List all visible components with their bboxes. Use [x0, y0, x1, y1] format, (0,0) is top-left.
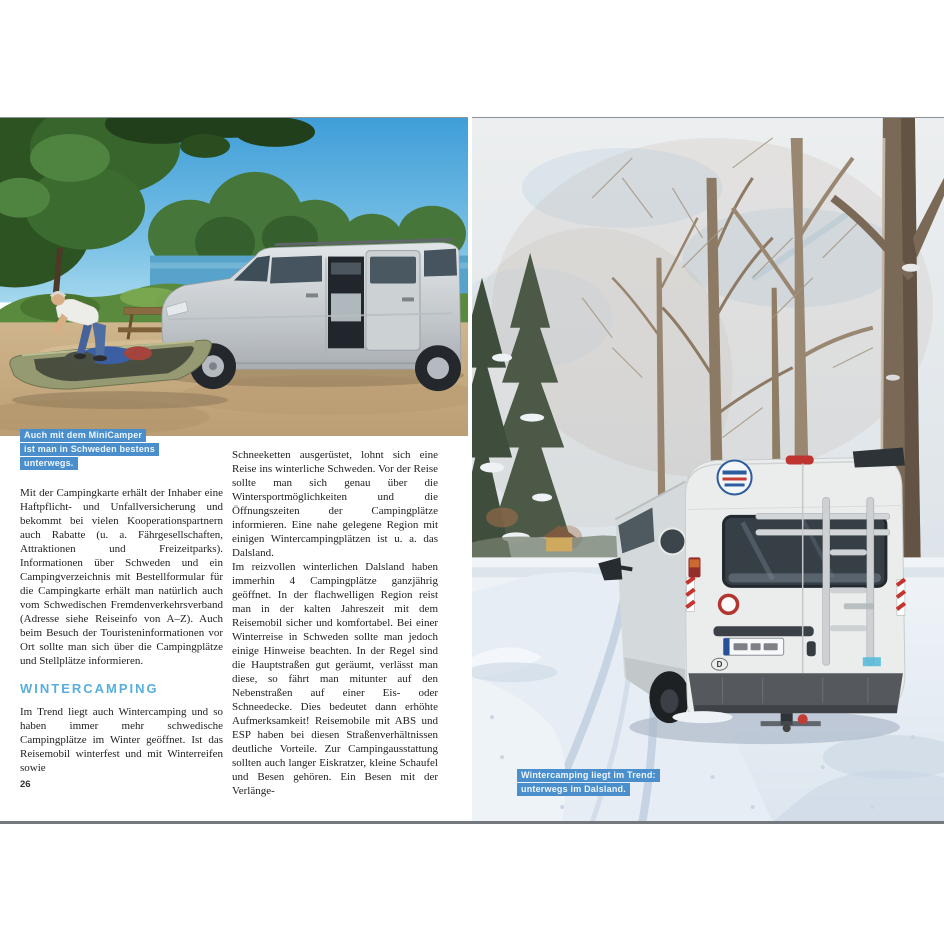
caption-line: ist man in Schweden bestens: [20, 443, 159, 456]
right-photo-caption: [517, 769, 660, 797]
caption-line: unterwegs im Dalsland.: [517, 783, 630, 796]
front-door-window: [270, 256, 322, 284]
page-number: 26: [20, 779, 31, 790]
body-paragraph: Im Trend liegt auch Wintercamping und so haben immer mehr schwedische Campingplätze im Winter geöffnet. Ist das Reisemobil winterfest und mit Winterreifen sowie: [20, 706, 223, 774]
sliding-door-window: [370, 257, 416, 284]
left-photo-caption: [20, 429, 159, 471]
wintercamping-photo: [472, 117, 944, 822]
brake-light: [786, 456, 814, 465]
license-plate: [724, 638, 784, 655]
minicamper-photo: [0, 117, 468, 436]
text-column-1: [20, 486, 223, 775]
rear-quarter-window: [424, 249, 457, 277]
page-bottom-edge: [0, 821, 944, 824]
distant-house: [546, 537, 572, 551]
round-sticker: [718, 461, 752, 495]
rusty-foliage: [486, 507, 518, 527]
rear-door-handle: [807, 641, 816, 656]
body-paragraph: Schneeketten ausgerüstet, lohnt sich eine Reise ins winterliche Schweden. Vor der Reise sollte man sich genau über die Wintersportmöglichkeiten und die Öffnungszeiten der Campingplätze informieren. Eine nahe gelegene Region mit einigen Wintercampingplätzen ist u. a. das Dalsland.: [232, 449, 438, 559]
wintercamping-photo-scene: [472, 118, 944, 822]
body-paragraph: Mit der Campingkarte erhält der Inhaber eine Haftpflicht- und Unfallversicherung und bekommt bei vielen Kooperationspartnern auch Rabatte (u. a. Fährgesellschaften, Attraktionen und Freizeitparks). Informationen über Schweden und ein Campingverzeichnis mit Bestellformular für die Campingkarte erhält man natürlich auch vom Schwedischen Fremdenverkehrsverband (Adresse siehe Reiseinfo von A–Z). Auch beim Besuch der Touristeninformationen vor Ort sollte man sich über die Campingplätze und Stellplätze informieren.: [20, 487, 223, 667]
text-column-2: [232, 448, 438, 798]
teal-sticker: [863, 657, 881, 666]
minicamper-photo-scene: [0, 118, 468, 436]
model-name-text: [844, 603, 874, 609]
country-oval: [712, 658, 728, 670]
corner-reflector-left: [686, 577, 694, 611]
gear-bag-red: [124, 346, 152, 360]
section-heading-wintercamping: WINTERCAMPING: [20, 681, 159, 696]
door-handle: [306, 293, 318, 297]
caption-line: Auch mit dem MiniCamper: [20, 429, 146, 442]
van-interior: [331, 293, 361, 321]
side-porthole: [659, 528, 685, 554]
corner-reflector-right: [897, 579, 905, 615]
brand-logo-badge: [720, 595, 738, 613]
plate-country-letter: D: [716, 660, 723, 670]
caption-line: unterwegs.: [20, 457, 78, 470]
caption-line: Wintercamping liegt im Trend:: [517, 769, 660, 782]
body-paragraph: Im reizvollen winterlichen Dalsland haben immerhin 4 Campingplätze ganzjährig geöffnet. In der flachwelligen Region reist man in der kalten Jahreszeit mit dem Reisemobil sicher und komfortabel. Bei einer Winterreise in Schweden sollte man jedoch einige Hinweise beachten. In der Regel sind die Hauptstraßen gut geräumt, verlässt man diese, so fährt man mitunter auf den Nebenstraßen auf einer Eis- oder Schneedecke. Dies bedeutet dann erhöhte Aufmerksamkeit! Reisemobile mit ABS und ESP haben bei diesen Straßenverhältnissen deutliche Vorteile. Zur Campingausstattung sollten auch langer Eiskratzer, kleine Schaufel und Besen gehören. Ein Besen mit der Verlänge-: [232, 561, 438, 797]
plate-light-housing: [714, 626, 814, 636]
